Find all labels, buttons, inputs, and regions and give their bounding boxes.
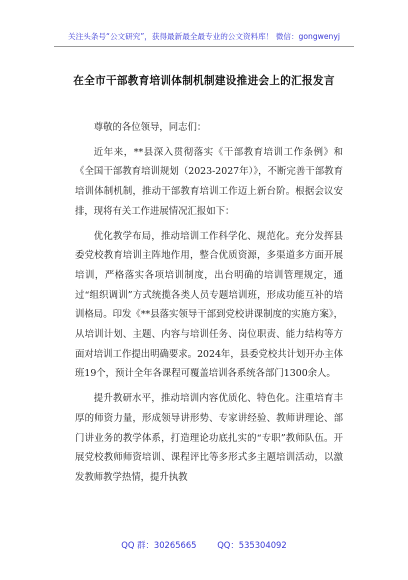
document-title: 在全市干部教育培训体制机制建设推进会上的汇报发言 bbox=[73, 75, 335, 87]
header-divider bbox=[54, 46, 354, 47]
header-promo-note: 关注头条号“公文研究”，获得最新最全最专业的公文资料库！ 微信：gongwenyj bbox=[68, 32, 340, 41]
paragraph-intro: 近年来，**县深入贯彻落实《干部教育培训工作条例》和《全国干部教育培训规划（2023-2027年）》，不断完善干部教育培训体制机制，推动干部教育培训工作迈上新台阶。根据会议安排，现将有关工作进展情况汇报如下： bbox=[75, 146, 343, 217]
document-body bbox=[75, 118, 343, 488]
paragraph-teaching-research: 提升教研水平，推动培训内容优质化、特色化。注重培育丰厚的师资力量，形成领导讲形势、专家讲经验、教师讲理论、部门讲业务的教学体系，打造理论功底扎实的“专职”教师队伍。开展党校教师师资培训、课程评比等多形式多主题培训活动，以激发教师教学热情，提升执教 bbox=[75, 393, 343, 483]
salutation: 尊敬的各位领导，同志们： bbox=[93, 122, 207, 133]
footer-contact bbox=[0, 539, 408, 551]
paragraph-teaching-layout: 优化教学布局，推动培训工作科学化、规范化。充分发挥县委党校教育培训主阵地作用，整合优质资源，多渠道多方面开展培训，严格落实各项培训制度，出台明确的培训管理规定，通过“组织调训”方式统揽各类人员专题培训班，形成功能互补的培训格局。印发《**县落实领导干部到党校讲课制度的实施方案》，从培训计划、主题、内容与培训任务、岗位职责、能力结构等方面对培训工作提出明确要求。2024年，县委党校共计划开办主体班19个，预计全年各课程可覆盖培训各系统各部门1300余人。 bbox=[75, 230, 343, 380]
footer-qq-group: QQ 群：30265665 bbox=[121, 540, 197, 550]
footer-qq: QQ：535304092 bbox=[217, 540, 287, 550]
